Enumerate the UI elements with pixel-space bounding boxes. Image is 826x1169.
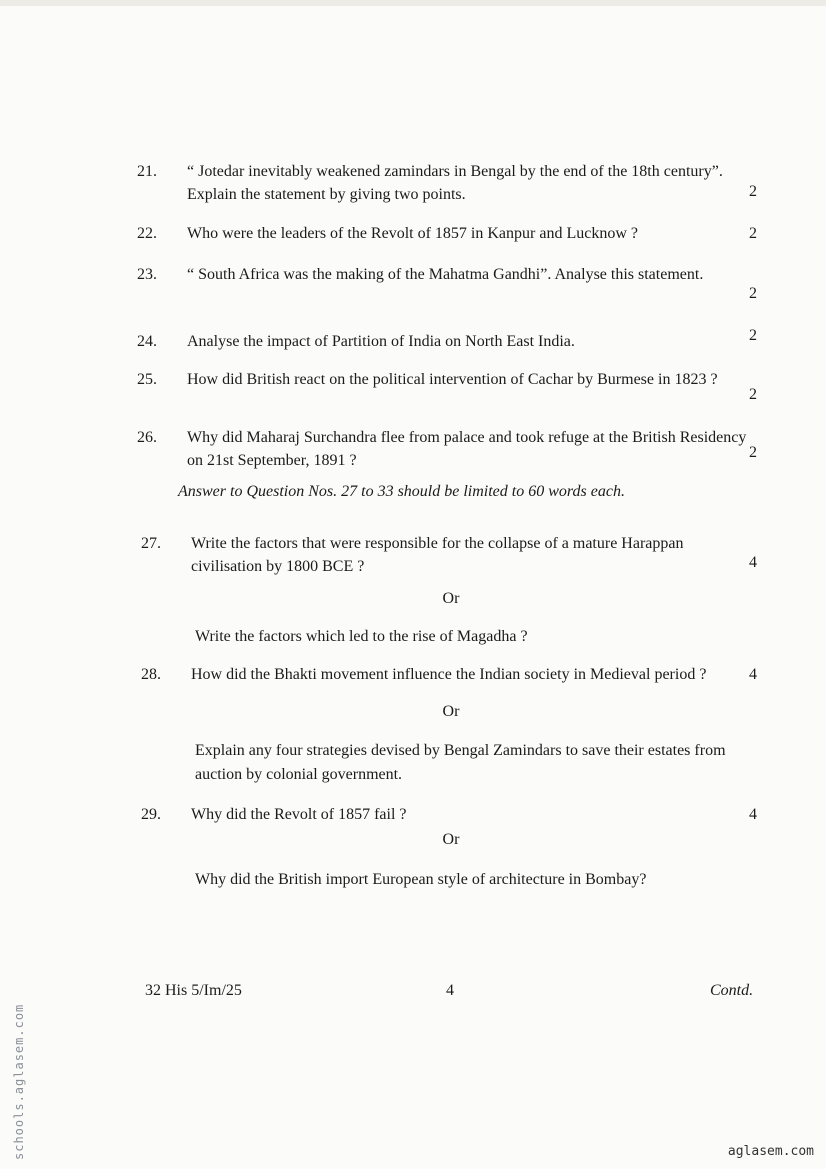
question-number: 23. bbox=[137, 266, 157, 283]
question-number: 24. bbox=[137, 333, 157, 350]
question-marks: 4 bbox=[749, 806, 757, 823]
question-number: 25. bbox=[137, 371, 157, 388]
question-21 bbox=[137, 160, 757, 208]
question-text: “ Jotedar inevitably weakened zamindars in Bengal by the end of the 18th century”. Explain the statement by giving two points. bbox=[187, 163, 723, 203]
question-text: “ South Africa was the making of the Mahatma Gandhi”. Analyse this statement. bbox=[187, 266, 704, 283]
question-29 bbox=[141, 803, 757, 827]
or-separator: Or bbox=[442, 703, 460, 720]
question-27 bbox=[141, 532, 757, 580]
question-22 bbox=[137, 222, 757, 246]
question-number: 22. bbox=[137, 225, 157, 242]
or-separator: Or bbox=[442, 831, 460, 848]
question-marks: 2 bbox=[749, 183, 757, 200]
question-26 bbox=[137, 426, 757, 474]
section-instruction: Answer to Question Nos. 27 to 33 should be limited to 60 words each. bbox=[178, 483, 625, 500]
question-text: Who were the leaders of the Revolt of 1857 in Kanpur and Lucknow ? bbox=[187, 225, 638, 242]
page-number: 4 bbox=[446, 982, 454, 999]
question-marks: 2 bbox=[749, 444, 757, 461]
question-number: 21. bbox=[137, 163, 157, 180]
paper-code: 32 His 5/Im/25 bbox=[145, 982, 242, 999]
question-marks: 2 bbox=[749, 225, 757, 242]
bottom-watermark: aglasem.com bbox=[727, 1144, 814, 1159]
question-marks: 2 bbox=[749, 285, 757, 302]
question-text: Write the factors that were responsible for the collapse of a mature Harappan civilisation by 1800 BCE ? bbox=[191, 535, 684, 575]
question-text: Analyse the impact of Partition of India on North East India. bbox=[187, 333, 575, 350]
side-watermark: schools.aglasem.com bbox=[12, 1003, 26, 1160]
question-number: 28. bbox=[141, 666, 161, 683]
question-number: 27. bbox=[141, 535, 161, 552]
question-text: How did the Bhakti movement influence the Indian society in Medieval period ? bbox=[191, 666, 707, 683]
question-number: 29. bbox=[141, 806, 161, 823]
question-25 bbox=[137, 368, 757, 416]
alternative-question-29: Why did the British import European style of architecture in Bombay? bbox=[195, 871, 647, 888]
alternative-question-27: Write the factors which led to the rise of Magadha ? bbox=[195, 628, 528, 645]
alternative-question-28: Explain any four strategies devised by Bengal Zamindars to save their estates from auction by colonial government. bbox=[195, 742, 726, 783]
scan-edge bbox=[0, 0, 826, 6]
question-28 bbox=[141, 663, 757, 687]
question-text: Why did Maharaj Surchandra flee from palace and took refuge at the British Residency on 21st September, 1891 ? bbox=[187, 429, 747, 469]
question-marks: 4 bbox=[749, 554, 757, 571]
question-number: 26. bbox=[137, 429, 157, 446]
question-text: Why did the Revolt of 1857 fail ? bbox=[191, 806, 407, 823]
question-23 bbox=[137, 263, 757, 303]
question-marks: 2 bbox=[749, 327, 757, 344]
question-marks: 4 bbox=[749, 666, 757, 683]
question-text: How did British react on the political intervention of Cachar by Burmese in 1823 ? bbox=[187, 371, 718, 388]
or-separator: Or bbox=[442, 590, 460, 607]
continued-label: Contd. bbox=[710, 982, 754, 999]
question-24 bbox=[137, 327, 757, 354]
question-marks: 2 bbox=[749, 386, 757, 403]
